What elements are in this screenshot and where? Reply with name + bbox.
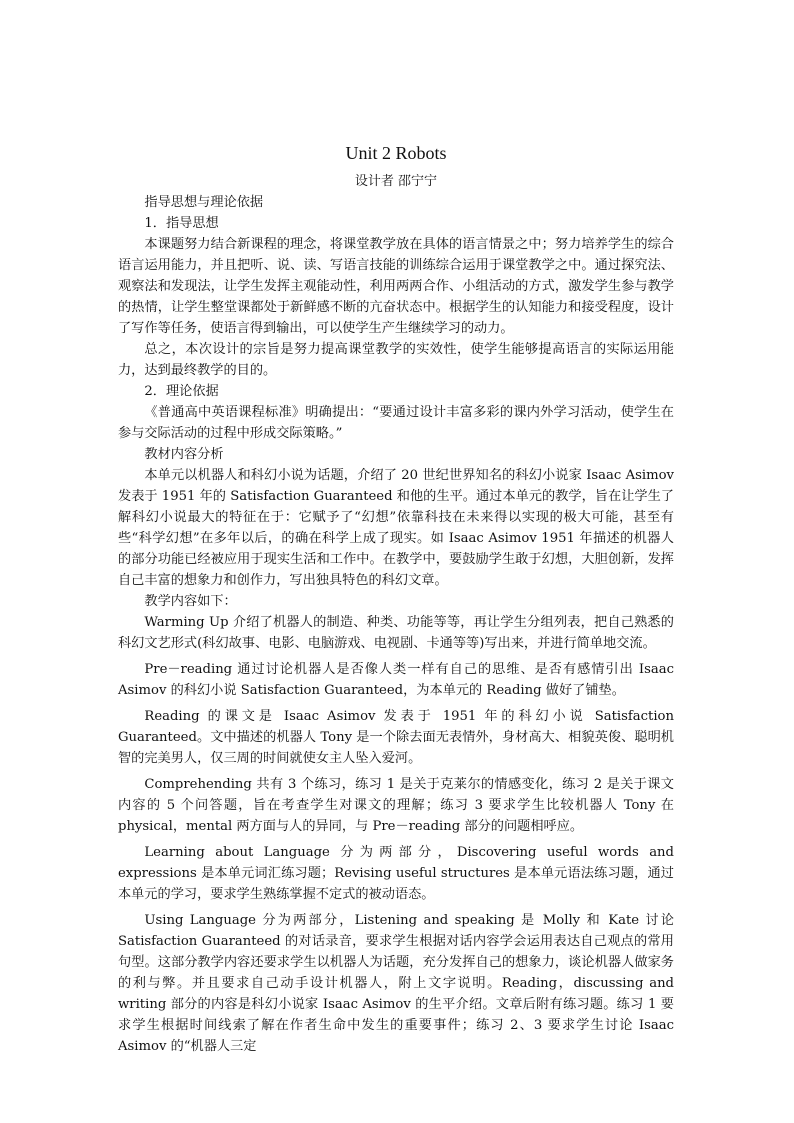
paragraph-guiding-thought: 本课题努力结合新课程的理念，将课堂教学放在具体的语言情景之中；努力培养学生的综合语言运用能力，并且把听、说、读、写语言技能的训练综合运用于课堂教学之中。通过探究法、观察法和发现法，让学生发挥主观能动性，利用两两合作、小组活动的方式，激发学生参与教学的热情，让学生整堂课都处于新鲜感不断的亢奋状态中。根据学生的认知能力和接受程度，设计了写作等任务，使语言得到输出，可以使学生产生继续学习的动力。 bbox=[118, 237, 674, 336]
paragraph-summary: 总之，本次设计的宗旨是努力提高课堂教学的实效性，使学生能够提高语言的实际运用能力，达到最终教学的目的。 bbox=[118, 342, 674, 378]
subheading-theory-basis: 2．理论依据 bbox=[144, 384, 219, 399]
subheading-guiding-thought: 1．指导思想 bbox=[144, 216, 219, 231]
paragraph-using-language: Using Language 分为两部分，Listening and speaking 是 Molly 和 Kate 讨论 Satisfaction Guaranteed 的对话录音，要求学生根据对话内容学会运用表达自己观点的常用句型。这部分教学内容还要求学生以机器人为话题，充分发挥自己的想象力，谈论机器人做家务的利与弊。并且要求自己动手设计机器人，附上文字说明。Reading，discussing and writing 部分的内容是科幻小说家 Isaac Asimov 的生平介绍。文章后附有练习题。练习 1 要求学生根据时间线索了解在作者生命中发生的重要事件；练习 2、3 要求学生讨论 Isaac Asimov 的“机器人三定 bbox=[118, 913, 674, 1054]
document-body bbox=[118, 140, 674, 1057]
author-byline: 设计者 邵宁宁 bbox=[354, 174, 438, 189]
section-heading-material-analysis: 教材内容分析 bbox=[144, 447, 224, 462]
paragraph-comprehending: Comprehending 共有 3 个练习，练习 1 是关于克莱尔的情感变化，练习 2 是关于课文内容的 5 个问答题，旨在考查学生对课文的理解；练习 3 要求学生比较机器人 Tony 在 physical，mental 两方面与人的异同，与 Pre－reading 部分的问题相呼应。 bbox=[118, 777, 674, 834]
paragraph-unit-intro: 本单元以机器人和科幻小说为话题，介绍了 20 世纪世界知名的科幻小说家 Isaac Asimov 发表于 1951 年的 Satisfaction Guaranteed 和他的生平。通过本单元的教学，旨在让学生了解科幻小说最大的特征在于：它赋予了“幻想”依靠科技在未来得以实现的极大可能，甚至有些“科学幻想”在多年以后，的确在科学上成了现实。如 Isaac Asimov 1951 年描述的机器人的部分功能已经被应用于现实生活和工作中。在教学中，要鼓励学生敢于幻想，大胆创新，发挥自己丰富的想象力和创作力，写出独具特色的科幻文章。 bbox=[118, 468, 674, 588]
section-heading-guiding-ideas: 指导思想与理论依据 bbox=[144, 195, 264, 210]
paragraph-reading: Reading 的课文是 Isaac Asimov 发表于 1951 年的科幻小说 Satisfaction Guaranteed。文中描述的机器人 Tony 是一个除去面无表情外，身材高大、相貌英俊、聪明机智的完美男人，仅三周的时间就使女主人坠入爱河。 bbox=[118, 709, 674, 766]
paragraph-pre-reading: Pre－reading 通过讨论机器人是否像人类一样有自己的思维、是否有感情引出 Isaac Asimov 的科幻小说 Satisfaction Guaranteed，为本单元的 Reading 做好了铺垫。 bbox=[118, 662, 674, 698]
paragraph-curriculum-standard: 《普通高中英语课程标准》明确提出：“要通过设计丰富多彩的课内外学习活动，使学生在参与交际活动的过程中形成交际策略。” bbox=[118, 405, 674, 441]
teaching-content-label: 教学内容如下： bbox=[144, 594, 237, 609]
document-title: Unit 2 Robots bbox=[345, 143, 447, 163]
paragraph-warming-up: Warming Up 介绍了机器人的制造、种类、功能等等，再让学生分组列表，把自己熟悉的科幻文艺形式(科幻故事、电影、电脑游戏、电视剧、卡通等等)写出来，并进行简单地交流。 bbox=[118, 615, 674, 651]
paragraph-learning-about-language: Learning about Language 分为两部分，Discovering useful words and expressions 是本单元词汇练习题；Revising useful structures 是本单元语法练习题，通过本单元的学习，要求学生熟练掌握不定式的被动语态。 bbox=[118, 845, 674, 902]
